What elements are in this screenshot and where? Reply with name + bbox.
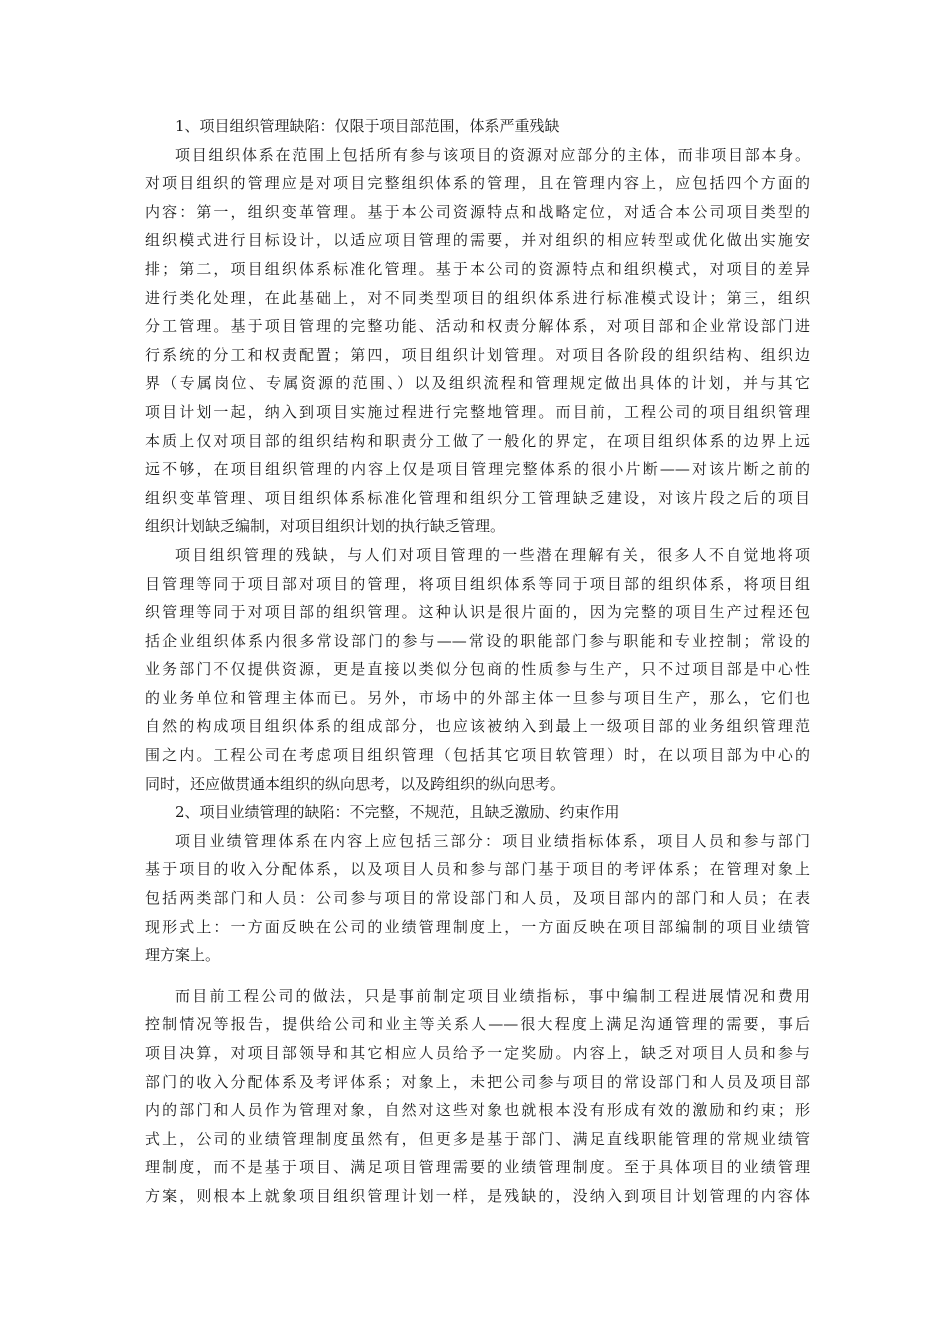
text-line: 现形式上：一方面反映在公司的业绩管理制度上，一方面反映在项目部编制的项目业绩管 [145,917,810,936]
text-line: 项目计划一起，纳入到项目实施过程进行完整地管理。而目前，工程公司的项目组织管理 [145,402,810,421]
section-heading [145,112,810,141]
text-line: 分工管理。基于项目管理的完整功能、活动和权责分解体系，对项目部和企业常设部门进 [145,317,810,336]
text-line: 对项目组织的管理应是对项目完整组织体系的管理，且在管理内容上，应包括四个方面的 [145,174,810,193]
text-line: 自然的构成项目组织体系的组成部分，也应该被纳入到最上一级项目部的业务组织管理范 [145,717,810,736]
text-line: 基于项目的收入分配体系，以及项目人员和参与部门基于项目的考评体系；在管理对象上 [145,860,810,879]
body-paragraph [145,827,810,970]
text-line: 项目组织管理的残缺，与人们对项目管理的一些潜在理解有关，很多人不自觉地将项 [175,545,810,564]
body-paragraph [145,141,810,541]
body-paragraph [145,541,810,798]
text-line: 本质上仅对项目部的组织结构和职责分工做了一般化的界定，在项目组织体系的边界上远 [145,431,810,450]
text-line: 项目组织体系在范围上包括所有参与该项目的资源对应部分的主体，而非项目部本身。 [175,145,810,164]
text-line: 方案，则根本上就象项目组织管理计划一样，是残缺的，没纳入到项目计划管理的内容体 [145,1186,810,1205]
text-line: 内的部门和人员作为管理对象，自然对这些对象也就根本没有形成有效的激励和约束；形 [145,1101,810,1120]
text-line: 的业务单位和管理主体而已。另外，市场中的外部主体一旦参与项目生产，那么，它们也 [145,688,810,707]
text-line: 1、项目组织管理缺陷：仅限于项目部范围，体系严重残缺 [175,117,560,135]
text-line: 进行类化处理，在此基础上，对不同类型项目的组织体系进行标准模式设计；第三，组织 [145,288,810,307]
paragraph-spacer [145,970,810,982]
text-line: 括企业组织体系内很多常设部门的参与——常设的职能部门参与职能和专业控制；常设的 [145,631,810,650]
text-line: 业务部门不仅提供资源，更是直接以类似分包商的性质参与生产，只不过项目部是中心性 [145,660,810,679]
text-line: 界（专属岗位、专属资源的范围、）以及组织流程和管理规定做出具体的计划，并与其它 [145,374,810,393]
text-line: 控制情况等报告，提供给公司和业主等关系人——很大程度上满足沟通管理的需要，事后 [145,1015,810,1034]
text-line: 理制度，而不是基于项目、满足项目管理需要的业绩管理制度。至于具体项目的业绩管理 [145,1158,810,1177]
text-line: 远不够，在项目组织管理的内容上仅是项目管理完整体系的很小片断——对该片断之前的 [145,460,810,479]
text-line: 同时，还应做贯通本组织的纵向思考，以及跨组织的纵向思考。 [145,774,566,793]
text-line: 包括两类部门和人员：公司参与项目的常设部门和人员，及项目部内的部门和人员；在表 [145,889,810,908]
text-line: 组织模式进行目标设计，以适应项目管理的需要，并对组织的相应转型或优化做出实施安 [145,231,810,250]
text-line: 项目决算，对项目部领导和其它相应人员给予一定奖励。内容上，缺乏对项目人员和参与 [145,1044,810,1062]
text-line: 理方案上。 [145,946,221,965]
text-line: 织管理等同于对项目部的组织管理。这种认识是很片面的，因为完整的项目生产过程还包 [145,603,810,622]
text-line: 围之内。工程公司在考虑项目组织管理（包括其它项目软管理）时，在以项目部为中心的 [145,746,810,765]
text-line: 行系统的分工和权责配置；第四，项目组织计划管理。对项目各阶段的组织结构、组织边 [145,345,810,364]
text-line: 式上，公司的业绩管理制度虽然有，但更多是基于部门、满足直线职能管理的常规业绩管 [145,1129,810,1148]
body-paragraph [145,982,810,1211]
text-line: 组织计划缺乏编制，对项目组织计划的执行缺乏管理。 [145,517,506,536]
text-line: 部门的收入分配体系及考评体系；对象上，未把公司参与项目的常设部门和人员及项目部 [145,1072,810,1091]
text-line: 组织变革管理、项目组织体系标准化管理和组织分工管理缺乏建设，对该片段之后的项目 [145,488,810,507]
text-line: 项目业绩管理体系在内容上应包括三部分：项目业绩指标体系，项目人员和参与部门 [175,831,810,850]
text-line: 2、项目业绩管理的缺陷：不完整，不规范，且缺乏激励、约束作用 [175,803,620,822]
document-body [145,112,810,1211]
section-heading [145,798,810,827]
text-line: 而目前工程公司的做法，只是事前制定项目业绩指标，事中编制工程进展情况和费用 [175,986,810,1005]
text-line: 排；第二，项目组织体系标准化管理。基于本公司的资源特点和组织模式，对项目的差异 [145,259,810,278]
text-line: 目管理等同于项目部对项目的管理，将项目组织体系等同于项目部的组织体系，将项目组 [145,574,810,593]
text-line: 内容：第一，组织变革管理。基于本公司资源特点和战略定位，对适合本公司项目类型的 [145,202,810,221]
